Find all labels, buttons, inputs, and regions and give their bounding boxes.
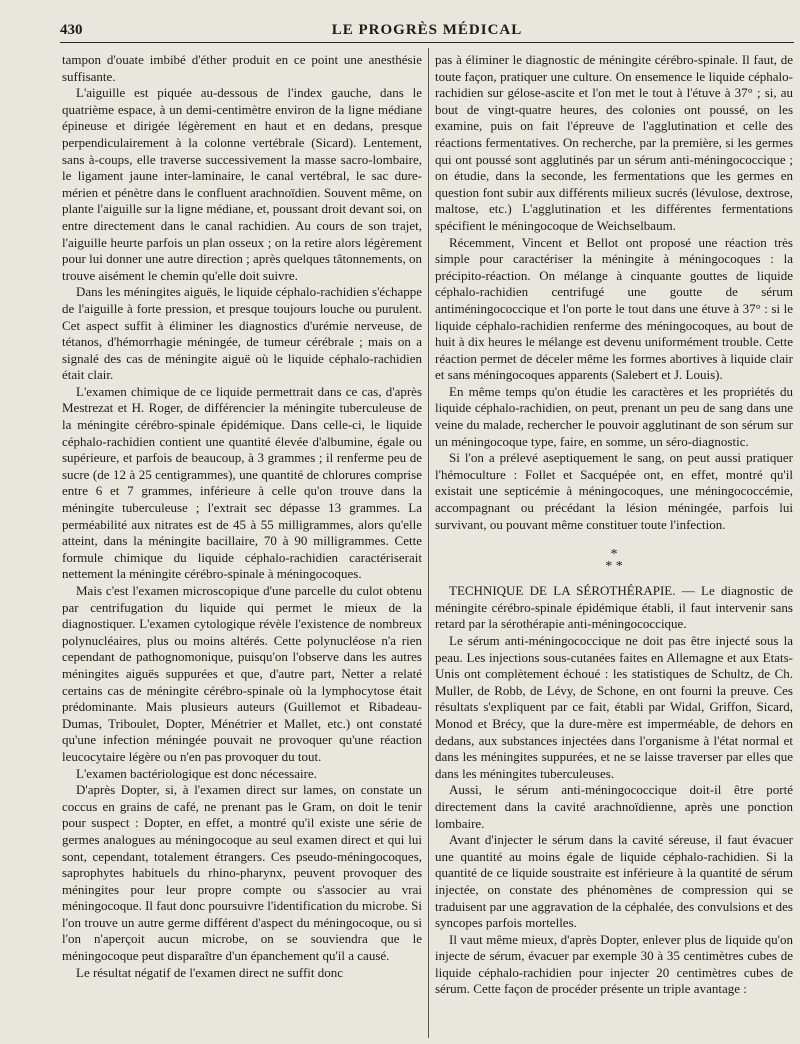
paragraph: Le résultat négatif de l'examen direct ne suffit donc	[76, 964, 344, 980]
journal-title: LE PROGRÈS MÉDICAL	[331, 22, 523, 38]
paragraph: L'examen bactériologique est donc nécessaire.	[76, 765, 317, 781]
paragraph: Il vaut même mieux, d'après Dopter, enlever plus de liquide qu'on injecte de sérum, évacuer par exemple 30 à 35 centimètres cubes de liquide céphalo-rachidien pour injecter 20 centimètres cubes de sérum. Cette façon de procéder présente un triple avantage :	[435, 931, 793, 997]
left-column	[62, 52, 422, 1042]
section-separator: * * *	[605, 547, 623, 575]
paragraph: D'après Dopter, si, à l'examen direct sur lames, on constate un coccus en grains de café, ne prenant pas le Gram, on doit le tenir pour suspect : Dopter, en effet, a montré qu'il existe une série de germes analogues au méningocoque au seul examen direct et qui lui sont, cependant, totalement étrangers. Ces pseudo-méningocoques, saprophytes habituels du rhino-pharynx, peuvent provoquer des méningites pour leur propre compte ou s'associer au vrai méningocoque. Il faut donc poursuivre l'identification du microbe. Si l'on trouve un autre germe différent d'aspect du méningocoque, ou si l'on n'aperçoit aucun microbe, on se souviendra que le méningocoque peut disparaître d'un épanchement qu'il a causé.	[62, 782, 422, 964]
paragraph: Avant d'injecter le sérum dans la cavité séreuse, il faut évacuer une quantité au moins égale de liquide céphalo-rachidien. Si la quantité de ce liquide soustraite est inférieure à la quantité de sérum injectée, on constate des phénomènes de compression qui se traduisent par une aggravation de la céphalée, des convulsions et des syncopes parfois mortelles.	[435, 832, 793, 931]
paragraph: tampon d'ouate imbibé d'éther produit en ce point une anesthésie suffisante.	[62, 52, 422, 84]
paragraph: pas à éliminer le diagnostic de méningite cérébro-spinale. Il faut, de toute façon, pratiquer une culture. On ensemence le liquide céphalo-rachidien sur gélose-ascite et l'on met le tout à l'étuve à 37° ; si, au bout de vingt-quatre heures, des colonies ont poussé, on les examine, puis on fait l'épreuve de l'agglutination et celle des réactions fermentatives. On recherche, par la première, si les germes qui ont poussé sont agglutinés par un sérum anti-méningococcique ; on étudie, dans la seconde, les fermentations que les germes en question font subir aux différents milieux sucrés (lévulose, dextrose, maltose, etc.) L'agglutination et les différentes fermentations spécifient le méningocoque de Weichselbaum.	[435, 52, 793, 233]
paragraph: L'aiguille est piquée au-dessous de l'index gauche, dans le quatrième espace, à un demi-centimètre environ de la ligne médiane épineuse et dirigée légèrement en haut et en dedans, presque perpendiculairement à la colonne vertébrale (Sicard). Lentement, sans à-coups, elle traverse successivement la masse sacro-lombaire, le ligament jaune inter-laminaire, le canal vertébral, le sac dure-mérien et pénètre dans le confluent arachnoïdien. Souvent même, on plante l'aiguille sur la ligne médiane, et, poussant droit devant soi, on entre directement dans le canal rachidien. Au cours de son trajet, l'aiguille heurte parfois un plan osseux ; on la retire alors légèrement pour lui donner une autre direction ; après quelques tâtonnements, on trouve aisément le chemin qu'elle doit suivre.	[62, 85, 422, 283]
section-heading-paragraph: TECHNIQUE DE LA SÉROTHÉRAPIE. — Le diagnostic de méningite cérébro-spinale épidémique établi, il faut intervenir sans retard par la sérothérapie anti-méningococcique.	[435, 583, 793, 632]
paragraph: L'examen chimique de ce liquide permettrait dans ce cas, d'après Mestrezat et H. Roger, de différencier la méningite tuberculeuse de la méningite cérébro-spinale épidémique. Dans celle-ci, le liquide céphalo-rachidien contient une quantité élevée d'albumine, égale ou supérieure, et parfois de beaucoup, à 3 grammes ; il renferme peu de sucre (de 12 à 25 centigrammes), une quantité de chlorures comprise entre 6 et 7 grammes, inférieure à celle qu'on trouve dans la méningite tuberculeuse ; l'extrait sec dépasse 13 grammes. La perméabilité aux nitrates est de 45 à 55 milligrammes, alors qu'elle atteint, dans la méningite bacillaire, 70 à 90 milligrammes. Cette formule chimique du liquide céphalo-rachidien caractériserait nettement la méningite cérébro-spinale à méningocoques.	[62, 383, 422, 582]
paragraph: En même temps qu'on étudie les caractères et les propriétés du liquide céphalo-rachidien, on peut, prenant un peu de sang dans une veine du malade, rechercher le pouvoir agglutinant de son sérum sur un méningocoque type, faire, en somme, un séro-diagnostic.	[435, 383, 793, 449]
paragraph: Dans les méningites aiguës, le liquide céphalo-rachidien s'échappe de l'aiguille à forte pression, et presque toujours louche ou purulent. Cet aspect suffit à éliminer les diagnostics d'urémie nerveuse, de tétanos, d'hémorrhagie méningée, de tumeur cérébrale ; mais on a signalé des cas de méningite aiguë où le liquide céphalo-rachidien était clair.	[62, 284, 422, 383]
paragraph: Mais c'est l'examen microscopique d'une parcelle du culot obtenu par centrifugation du liquide qui permet le mieux de la diagnostiquer. L'examen cytologique révèle l'existence de nombreux polynucléaires, plus ou moins altérés. Cette polynucléose n'a rien cependant de pathognomonique, puisqu'on l'observe dans les autres méningites aiguës suppurées et que, d'autre part, Netter a relaté certains cas de méningite cérébro-spinale où la lymphocytose était prédominante. Mais plusieurs auteurs (Guillemot et Ribadeau-Dumas, Triboulet, Dopter, Ménétrier et Mallet, etc.) ont constaté qu'une infection méningée pouvait ne provoquer qu'une réaction leucocytaire légère ou n'en pas provoquer du tout.	[62, 583, 422, 764]
page-number: 430	[60, 22, 83, 38]
paragraph: Récemment, Vincent et Bellot ont proposé une réaction très simple pour caractériser la méningite à méningocoques : la précipito-réaction. On mélange à cinquante gouttes de liquide céphalo-rachidien centrifugé une goutte de sérum antiméningococcique et l'on porte le tout dans une étuve à 37° : si le liquide céphalo-rachidien renferme des méningocoques, au bout de huit à dix heures le mélange est devenu uniformément trouble. Cette réaction permet de déceler même les formes abortives à liquide clair et sans méningocoques apparents (Salebert et J. Louis).	[435, 234, 793, 383]
paragraph: Si l'on a prélevé aseptiquement le sang, on peut aussi pratiquer l'hémoculture : Follet et Sacquépée ont, en effet, montré qu'il existait une septicémie à méningocoques, une méningococcémie, accompagnant ou précédant la lésion méningée, parfois lui survivant, ou pouvant même constituer toute l'infection.	[435, 450, 793, 532]
column-divider	[428, 48, 429, 1038]
right-column	[435, 52, 793, 1042]
page-header	[60, 20, 794, 43]
paragraph: Aussi, le sérum anti-méningococcique doit-il être porté directement dans la cavité arachnoïdienne, après une ponction lombaire.	[435, 782, 793, 831]
paragraph: Le sérum anti-méningococcique ne doit pas être injecté sous la peau. Les injections sous-cutanées faites en Allemagne et aux Etats-Unis ont complètement échoué : les statistiques de Schultz, de Ch. Muller, de Robb, de Lévy, de Schone, en ont fourni la preuve. Ces résultats s'expliquent par ce fait, établi par Widal, Griffon, Sicard, Monod et Brécy, que la dure-mère est imperméable, de dehors en dedans, aux substances injectées dans l'organisme à l'état normal et dans les méningites suppurées, et ne se laisse traverser par elles que dans les méningites tuberculeuses.	[435, 633, 793, 781]
